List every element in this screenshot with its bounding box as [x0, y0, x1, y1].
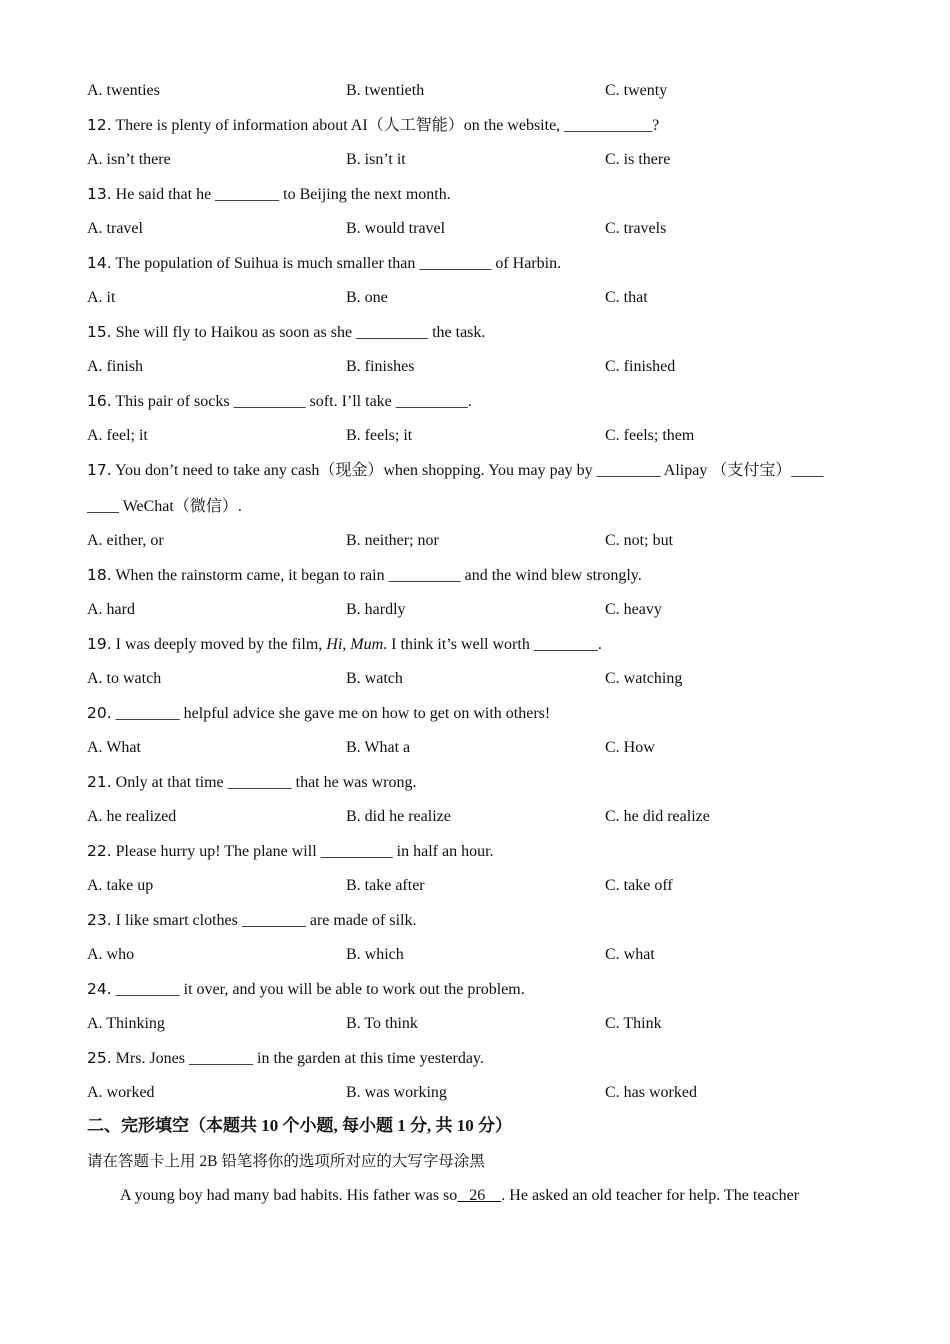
option-a: A. he realized	[87, 808, 177, 825]
q18-stem	[87, 564, 867, 586]
q15-options	[87, 356, 867, 378]
q20-stem	[87, 702, 867, 724]
q21-stem	[87, 771, 867, 793]
option-b: B. isn’t it	[346, 151, 406, 168]
option-b: B. twentieth	[346, 82, 425, 99]
q13-stem	[87, 183, 867, 205]
passage-text: A young boy had many bad habits. His father was so	[120, 1187, 458, 1204]
q24-stem	[87, 978, 867, 1000]
question-text: ____ WeChat（微信）.	[87, 498, 242, 515]
option-c: C. finished	[605, 358, 676, 375]
q11-options	[87, 80, 867, 102]
option-b: B. which	[346, 946, 404, 963]
question-text: I was deeply moved by the film,	[111, 636, 327, 653]
question-number: 25.	[87, 1049, 112, 1067]
option-b: B. one	[346, 289, 388, 306]
q12-stem	[87, 114, 867, 136]
option-a: A. take up	[87, 877, 154, 894]
option-b: B. did he realize	[346, 808, 451, 825]
q14-stem	[87, 252, 867, 274]
question-text: ________ it over, and you will be able to work out the problem.	[111, 981, 525, 998]
option-b: B. What a	[346, 739, 411, 756]
option-a: A. isn’t there	[87, 151, 171, 168]
question-number: 12.	[87, 116, 112, 134]
option-a: A. it	[87, 289, 116, 306]
question-text: Only at that time ________ that he was wrong.	[111, 774, 417, 791]
option-c: C. is there	[605, 151, 671, 168]
question-text: The population of Suihua is much smaller than _________ of Harbin.	[111, 255, 562, 272]
q25-options	[87, 1082, 867, 1104]
question-text: He said that he ________ to Beijing the next month.	[111, 186, 451, 203]
blank-26: 26	[457, 1187, 502, 1204]
question-number: 20.	[87, 704, 112, 722]
question-number: 24.	[87, 980, 112, 998]
question-text: She will fly to Haikou as soon as she _________ the task.	[111, 324, 486, 341]
option-b: B. hardly	[346, 601, 406, 618]
option-a: A. finish	[87, 358, 143, 375]
option-c: C. Think	[605, 1015, 662, 1032]
question-text: I like smart clothes ________ are made of silk.	[111, 912, 417, 929]
section-heading: 二、完形填空（本题共 10 个小题, 每小题 1 分, 共 10 分）	[87, 1116, 512, 1135]
q13-options	[87, 218, 867, 240]
q22-stem	[87, 840, 867, 862]
q24-options	[87, 1013, 867, 1035]
question-number: 21.	[87, 773, 112, 791]
passage-line	[120, 1185, 880, 1207]
option-b: B. was working	[346, 1084, 447, 1101]
option-a: A. feel; it	[87, 427, 148, 444]
section-instruction: 请在答题卡上用 2B 铅笔将你的选项所对应的大写字母涂黑	[87, 1153, 485, 1170]
q12-options	[87, 149, 867, 171]
option-b: B. finishes	[346, 358, 415, 375]
question-number: 18.	[87, 566, 112, 584]
option-c: C. that	[605, 289, 648, 306]
question-number: 16.	[87, 392, 112, 410]
question-number: 15.	[87, 323, 112, 341]
q17-stem	[87, 459, 867, 481]
option-b: B. To think	[346, 1015, 418, 1032]
film-title: Hi, Mum	[326, 636, 384, 653]
option-c: C. what	[605, 946, 655, 963]
q19-options	[87, 668, 867, 690]
question-number: 23.	[87, 911, 112, 929]
option-b: B. feels; it	[346, 427, 413, 444]
option-b: B. neither; nor	[346, 532, 439, 549]
question-text: Mrs. Jones ________ in the garden at this time yesterday.	[111, 1050, 484, 1067]
q17-options	[87, 530, 867, 552]
option-a: A. worked	[87, 1084, 155, 1101]
option-b: B. would travel	[346, 220, 446, 237]
q16-options	[87, 425, 867, 447]
option-a: A. twenties	[87, 82, 160, 99]
option-a: A. Thinking	[87, 1015, 165, 1032]
option-c: C. twenty	[605, 82, 668, 99]
option-a: A. travel	[87, 220, 143, 237]
question-number: 14.	[87, 254, 112, 272]
question-number: 13.	[87, 185, 112, 203]
question-number: 22.	[87, 842, 112, 860]
q22-options	[87, 875, 867, 897]
option-b: B. take after	[346, 877, 425, 894]
q18-options	[87, 599, 867, 621]
option-a: A. What	[87, 739, 141, 756]
question-number: 19.	[87, 635, 112, 653]
q23-options	[87, 944, 867, 966]
q16-stem	[87, 390, 867, 412]
question-text: When the rainstorm came, it began to rain _________ and the wind blew strongly.	[111, 567, 642, 584]
q15-stem	[87, 321, 867, 343]
question-text: . I think it’s well worth ________.	[383, 636, 602, 653]
question-text: This pair of socks _________ soft. I’ll take _________.	[111, 393, 472, 410]
option-c: C. take off	[605, 877, 673, 894]
option-c: C. not; but	[605, 532, 674, 549]
q19-stem	[87, 633, 867, 655]
question-text: ________ helpful advice she gave me on how to get on with others!	[111, 705, 551, 722]
option-c: C. travels	[605, 220, 667, 237]
option-c: C. heavy	[605, 601, 662, 618]
question-text: There is plenty of information about AI（人工智能）on the website, ___________?	[111, 117, 660, 134]
q25-stem	[87, 1047, 867, 1069]
question-number: 17.	[87, 461, 112, 479]
option-c: C. How	[605, 739, 655, 756]
question-text: You don’t need to take any cash（现金）when shopping. You may pay by ________ Alipay （支付宝）____	[111, 462, 824, 479]
option-c: C. watching	[605, 670, 683, 687]
option-a: A. who	[87, 946, 135, 963]
question-text: Please hurry up! The plane will _________ in half an hour.	[111, 843, 494, 860]
q20-options	[87, 737, 867, 759]
q21-options	[87, 806, 867, 828]
option-c: C. feels; them	[605, 427, 695, 444]
q23-stem	[87, 909, 867, 931]
option-b: B. watch	[346, 670, 403, 687]
option-c: C. he did realize	[605, 808, 710, 825]
option-a: A. either, or	[87, 532, 164, 549]
q17-stem-continued	[87, 496, 867, 518]
option-a: A. to watch	[87, 670, 162, 687]
option-a: A. hard	[87, 601, 135, 618]
option-c: C. has worked	[605, 1084, 697, 1101]
q14-options	[87, 287, 867, 309]
passage-text: . He asked an old teacher for help. The teacher	[501, 1187, 800, 1204]
